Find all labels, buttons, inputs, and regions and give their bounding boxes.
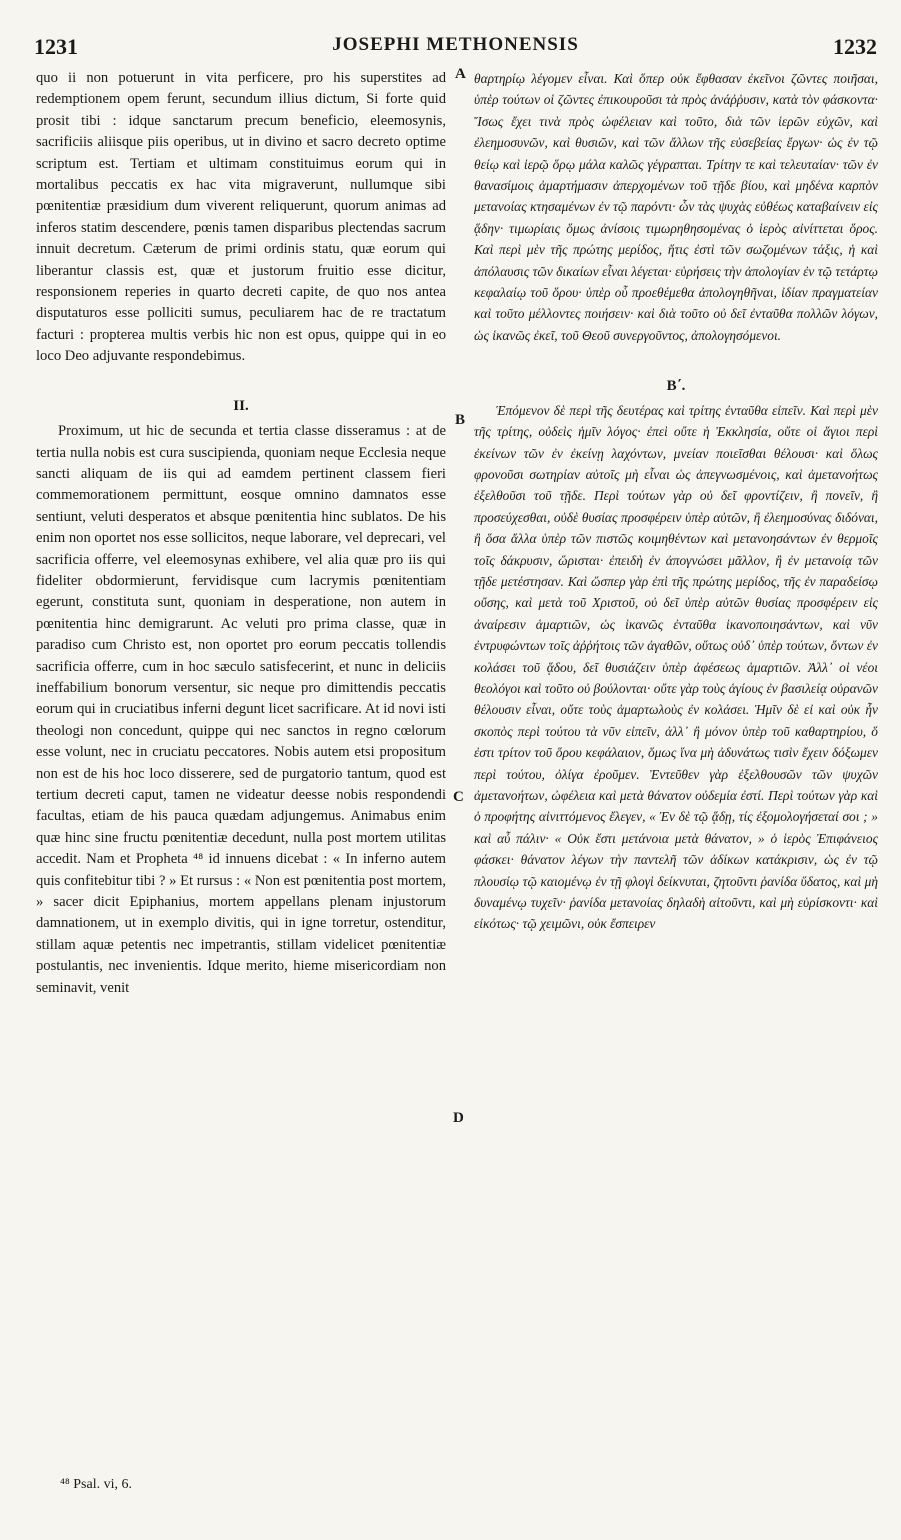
greek-paragraph-1: θαρτηρίῳ λέγομεν εἶναι. Καὶ ὅπερ οὐκ ἔφθασαν ἐκεῖνοι ζῶντες ποιῆσαι, ὑπὲρ τούτων οἱ ζῶντες ἐπικουροῦσι τὰ πρὸς ἀνάῤῥυσιν, κατὰ τὸν φάσκοντα· Ἴσως ἔχει τινὰ πρὸς ὠφέλειαν καὶ τοῦτο, διὰ τῶν ἱερῶν εὐχῶν, καὶ ἐλεημοσυνῶν, καὶ θυσιῶν, καὶ τῶν ἄλλων τῆς εὐσεβείας ἔργων· ὡς ἐν τῷ θείῳ καὶ ἱερῷ ὅρῳ μάλα καλῶς γέγραπται. Τρίτην τε καὶ τελευταίαν· τῶν ἐν θανασίμοις ἁμαρτήμασιν ἀπερχομένων τοῦ τῇδε βίου, καὶ μηδένα καρπὸν μετανοίας κτησαμένων ἐν τῷ παρόντι· ὧν τὰς ψυχὰς εὐθέως καταβαίνειν εἰς ᾅδην· τιμωρίαις ὅμως ἀνίσοις τιμωρηθησομένας ὁ ἱερὸς αἰνίττεται ὅρος. Καὶ περὶ μὲν τῆς πρώτης μερίδος, ἥτις ἐστὶ τῶν σωζομένων τάξις, ἡ καὶ ἀπόλαυσις τῶν δικαίων εἶναι λέγεται· εὑρήσεις τὴν ἀπολογίαν ἐν τῷ τετάρτῳ κεφαλαίῳ τοῦ ὅρου· ὑπὲρ οὗ προεθέμεθα ἀπολογηθῆναι, ἰδίαν πραγματείαν καὶ τοῦτο μέλλοντες ποιήσειν· καὶ διὰ τοῦτο οὐ δεῖ ἐνταῦθα πολλῶν λόγων, ὡς ἱκανῶς ἐκεῖ, τοῦ Θεοῦ συνεργοῦντος, ἀπολογησόμενοι. <box>474 71 878 343</box>
page-header <box>34 34 877 64</box>
latin-paragraph-1: quo ii non potuerunt in vita perficere, pro his superstites ad redemptionem opem ferunt, secundum illius dictum, Si forte quid prosit tibi : idque sanctarum precum beneficio, eleemosynis, sacrificiis aliisque piis operibus, ut in divino et sacro decreto optime scriptum est. Tertiam et ultimam constituimus eorum qui in mortalibus peccatis ex hac vita migraverunt, nullumque sibi pœnitentiæ præsidium dum viverent reliquerunt, quorum animas ad inferos statim descendere, pœnis tamen disparibus plectendas sacrum innuit decretum. Cæterum de primi ordinis statu, quæ eorum qui liberantur classis est, quæ et justorum fruitio esse dicitur, responsionem reperies in quarto decreti capite, de quo nos antea disputaturos esse polliciti sumus, peculiarem hac de re tractatum facturi : propterea multis verbis hic non est opus, quippe qui in eo loco Deo adjuvante respondebimus. <box>36 70 446 365</box>
margin-marker-c: C <box>453 789 464 805</box>
margin-marker-b: B <box>455 412 466 428</box>
margin-marker-d: D <box>453 1110 464 1126</box>
latin-section-heading: II. <box>233 397 249 414</box>
running-title: JOSEPHI METHONENSIS <box>332 34 579 55</box>
greek-section-heading: Β΄. <box>666 378 686 395</box>
latin-column <box>36 68 446 999</box>
margin-marker-a: A <box>455 66 466 82</box>
page-number-right: 1232 <box>833 34 877 59</box>
greek-paragraph-2: Ἑπόμενον δὲ περὶ τῆς δευτέρας καὶ τρίτης ἐνταῦθα εἰπεῖν. Καὶ περὶ μὲν τῆς τρίτης, οὐδεὶς ἡμῖν λόγος· ἐπεὶ οὔτε ἡ Ἐκκλησία, οὔτε οἱ ἅγιοι περὶ ἐκείνων τῶν ἐν ἐκείνῃ λαχόντων, μνείαν ποιεῖσθαι θέλουσι· καὶ ὅλως φρονοῦσι σωτηρίαν αὐτοῖς μὴ εἶναι ὡς ἀπεγνωσμένοις, καὶ ἀμετανοήτως ἐξελθοῦσι τοῦ τῇδε. Περὶ τούτων γὰρ οὐ δεῖ φροντίζειν, ἢ πονεῖν, ἢ προσεύχεσθαι, οὐδὲ θυσίας προσφέρειν ὑπὲρ αὐτῶν, ἢ ἐλεημοσύνας διδόναι, ἢ ὅσα ἄλλα ὑπὲρ τῶν πιστῶς κοιμηθέντων καὶ μετανοησάντων ἐν θερμοῖς τοῖς δάκρυσιν, ὥρισται· ἐπειδὴ ἐν ἀπογνώσει μᾶλλον, ἢ ἐν μετανοίᾳ τῶν τῇδε μετέστησαν. Καὶ ὥσπερ γὰρ ἐπὶ τῆς πρώτης μερίδος, τῆς ἐν παραδείσῳ οὔσης, καὶ μετὰ τοῦ Χριστοῦ, οὐ δεῖ ὑπὲρ αὐτῶν θυσίας προσφέρειν εἰς ἀναίρεσιν ἁμαρτιῶν, ὡς ἱκανῶς ἐνταῦθα ἱκανοποιησάντων, καὶ νῦν ἐντρυφώντων τοῖς ἀῤῥήτοις τῶν ἀγαθῶν, οὕτως οὐδ᾽ ὑπὲρ τούτων, ὄντων ἐν κολάσει τοῦ ᾅδου, δεῖ θυσιάζειν ὑπὲρ ἀφέσεως ἁμαρτιῶν. Ἀλλ᾽ οἱ νέοι θεολόγοι καὶ τοῦτο οὐ βούλονται· οὔτε γὰρ τοὺς ἁγίους ἐν βασιλείᾳ οὐρανῶν θέλουσιν εἶναι, οὔτε τοὺς ἁμαρτωλοὺς ἐν κολάσει. Ἡμῖν δὲ εἰ καὶ οὐκ ἦν σκοπὸς περὶ τούτου τὰ νῦν εἰπεῖν, ἀλλ᾽ ἢ μόνον ὑπὲρ τοῦ καθαρτηρίου, ὅ ἐστι τρίτον τοῦ ὅρου κεφάλαιον, ὅμως ἵνα μὴ ἀδυνάτως τισὶν ἔχειν δόξωμεν περὶ τούτου, ὀλίγα ἐροῦμεν. Ἐντεῦθεν γὰρ ἐξελθουσῶν τῶν ψυχῶν ἀμετανοήτων, ὠφέλεια καὶ μετὰ θάνατον οὐδεμία ἐστί. Περὶ τούτων γὰρ καὶ ὁ προφήτης αἰνιττόμενος ἔλεγεν, « Ἐν δὲ τῷ ᾅδῃ, τίς ἐξομολογήσεταί σοι ; » καὶ αὖ πάλιν· « Οὐκ ἔστι μετάνοια μετὰ θάνατον, » ὁ ἱερὸς Ἐπιφάνειος φάσκει· θάνατον λέγων τὴν παντελῆ τῶν ἀδίκων κατάκρισιν, ὡς ἐν τῷ πλουσίῳ τῷ καιομένῳ ἐν τῇ φλογὶ δείκνυται, ζητοῦντι ῥανίδα ὕδατος, καὶ μὴ δυναμένῳ τυχεῖν· ῥανίδα μετανοίας δηλαδὴ αἰτοῦντι, καὶ μὴ εὑρίσκοντι· καὶ εἰκότως· τῷ χειμῶνι, οὐκ ἔσπειρεν <box>474 402 878 932</box>
latin-paragraph-2: Proximum, ut hic de secunda et tertia classe disseramus : at de tertia nulla nobis est cura suscipienda, quoniam neque Ecclesia neque sancti aliquam de iis qui ad eamdem pertinent classem fieri commemorationem permittunt, eosque omnino damnatos esse sentiunt, veluti desperatos et absque pœnitentia hinc sublatos. De his enim non oportet nos esse sollicitos, neque laborare, vel deprecari, vel sacrificia offerre, vel eleemosynas exhibere, vel alia quæ pro iis qui fideliter obdormierunt, fervidisque cum lacrymis pœnitentiam egerunt, constituta sunt, quoniam in desperatione, non autem in pœnitentia hinc demigrarunt. Ac veluti pro prima classe, quæ in paradiso cum Christo est, non oportet pro eorum peccatis tollendis sacrificia offerre, cum in hoc sæculo satisfecerint, et nunc in deliciis ineffabilium bonorum versentur, sic neque pro dimittendis peccatis eorum qui in cruciatibus inferni degunt licet sacrificare. At id novi isti theologi non concedunt, quippe qui nec sanctos in regno cœlorum esse volunt, nec in cruciatu peccatores. Nobis autem etsi propositum non est de his hoc loco disserere, sed de purgatorio tantum, quod est tertium decreti caput, tamen ne videatur deesse nobis respondendi facultas, etiam de his pauca quædam adjungemus. Animabus enim quæ hinc sine fructu pœnitentiæ decedunt, nulla post mortem utilitas accedit. Nam et Propheta ⁴⁸ id innuens dicebat : « In inferno autem quis confitebitur tibi ? » Et rursus : « Non est pœnitentia post mortem, » sacer dicit Epiphanius, mortem appellans plenam injustorum damnationem, ut in exemplo divitis, qui in igne torretur, ostenditur, stillam aquæ petentis nec impetrantis, stillam videlicet pœnitentiæ postulantis, nec invenientis. Idque merito, hieme misericordiam non seminavit, venit <box>36 423 446 996</box>
footnote: ⁴⁸ Psal. vi, 6. <box>60 1477 132 1492</box>
greek-column <box>474 68 878 935</box>
page-number-left: 1231 <box>34 34 78 59</box>
